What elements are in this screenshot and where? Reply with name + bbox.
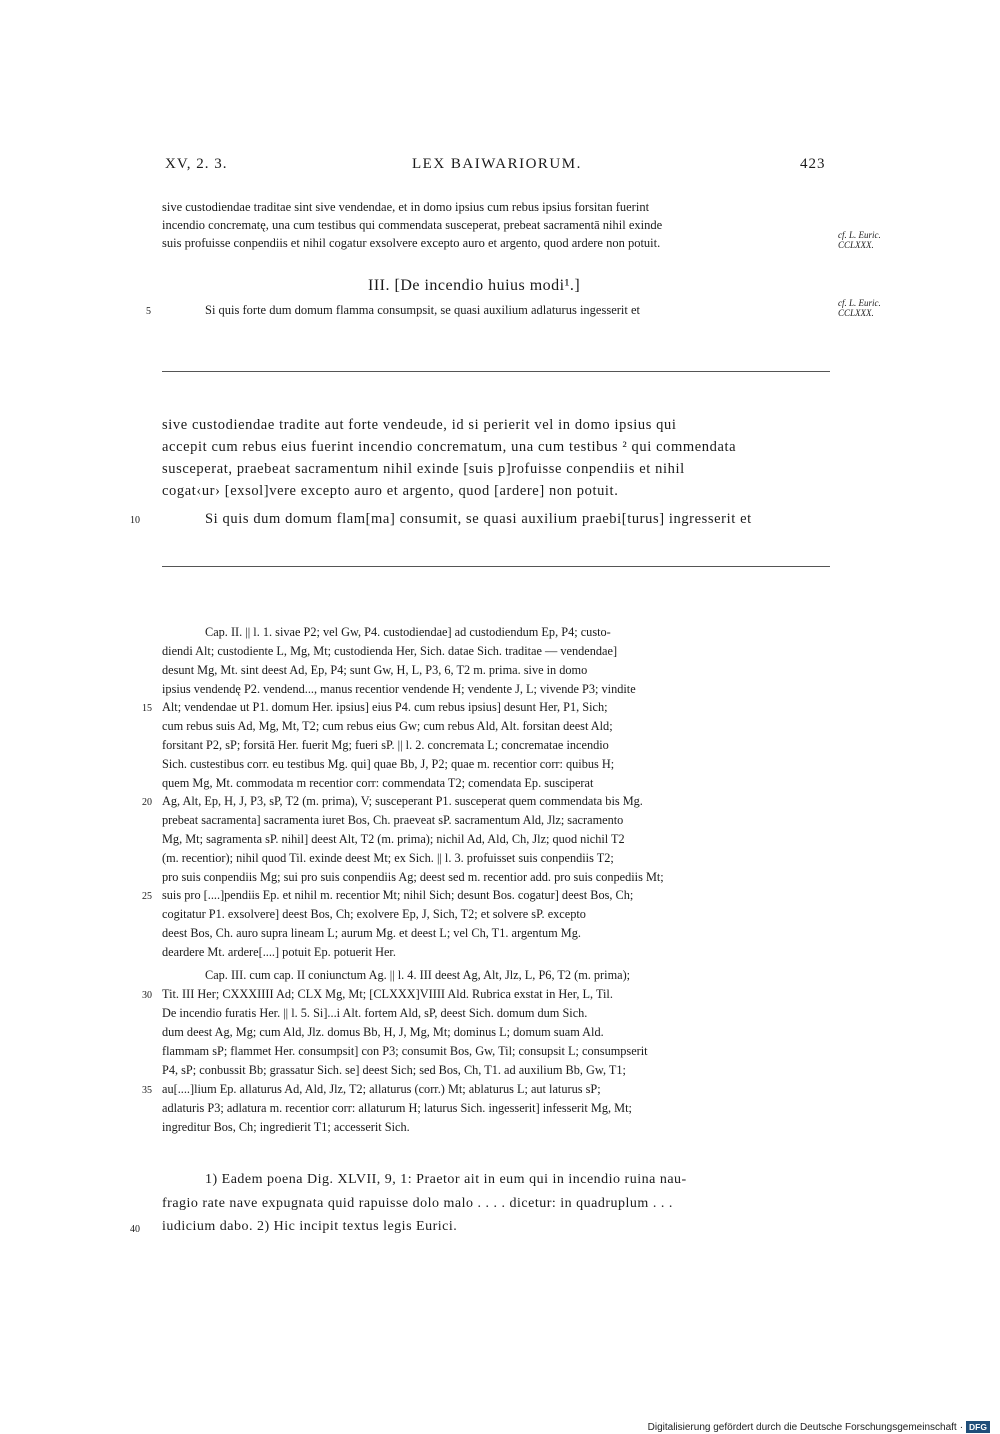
apparatus-line: P4, sP; conbussit Bb; grassatur Sich. se] deest Sich; sed Bos, Ch, T1. ad auxilium Bb, Gw, T1; bbox=[162, 1063, 626, 1077]
text-a-line-2: incendio concrematę, una cum testibus qui commendata susceperat, prebeat sacramentā nihil exinde bbox=[162, 218, 663, 232]
header-title: LEX BAIWARIORUM. bbox=[412, 156, 582, 172]
apparatus-line: desunt Mg, Mt. sint deest Ad, Ep, P4; sunt Gw, H, L, P3, 6, T2 m. prima. sive in domo bbox=[162, 663, 588, 677]
line-number-10: 10 bbox=[130, 515, 140, 526]
text-a-line-1: sive custodiendae traditae sint sive vendendae, et in domo ipsius cum rebus ipsius forsitan fuerint bbox=[162, 200, 650, 214]
footnote-line-2: fragio rate nave expugnata quid rapuisse dolo malo . . . . dicetur: in quadruplum . . . bbox=[162, 1196, 673, 1211]
apparatus-line: diendi Alt; custodiente L, Mg, Mt; custodienda Her, Sich. datae Sich. traditae — vendendae] bbox=[162, 644, 618, 658]
apparatus-line: deest Bos, Ch. auro supra lineam L; aurum Mg. et deest L; vel Ch, T1. argentum Mg. bbox=[162, 926, 581, 940]
apparatus-line: quem Mg, Mt. commodata m recentior corr: commendata T2; comendata Ep. susciperat bbox=[162, 776, 594, 790]
section-heading: III. [De incendio huius modi¹.] bbox=[368, 277, 581, 294]
apparatus-line: Cap. II. || l. 1. sivae P2; vel Gw, P4. custodiendae] ad custodiendum Ep, P4; custo- bbox=[205, 625, 611, 639]
apparatus-line: flammam sP; flammet Her. consumpsit] con P3; consumit Bos, Gw, Til; consupsit L; consumpserit bbox=[162, 1044, 648, 1058]
apparatus-line: dum deest Ag, Mg; cum Ald, Jlz. domus Bb, H, J, Mg, Mt; dominus L; domum suam Ald. bbox=[162, 1025, 604, 1039]
text-b-line-5: Si quis dum domum flam[ma] consumit, se quasi auxilium praebi[turus] ingresserit et bbox=[205, 511, 752, 527]
line-number-25: 25 bbox=[142, 891, 152, 902]
apparatus-line: Mg, Mt; sagramenta sP. nihil] deest Alt, T2 (m. prima); nichil Ad, Ald, Ch, Jlz; quod nichil T2 bbox=[162, 832, 625, 846]
sidenote-a bbox=[838, 230, 881, 250]
funding-notice-text: Digitalisierung gefördert durch die Deutsche Forschungsgemeinschaft bbox=[647, 1421, 957, 1433]
apparatus-line: Alt; vendendae ut P1. domum Her. ipsius] eius P4. cum rebus ipsius] desunt Her, P1, Sich; bbox=[162, 700, 608, 714]
line-number-35: 35 bbox=[142, 1085, 152, 1096]
text-b-line-1: sive custodiendae tradite aut forte vendeude, id si perierit vel in domo ipsius qui bbox=[162, 417, 677, 433]
sidenote-a-ref: cf. L. Euric. bbox=[838, 230, 881, 240]
sidenote-b bbox=[838, 298, 881, 318]
apparatus-line: au[....]lium Ep. allaturus Ad, Ald, Jlz, T2; allaturus (corr.) Mt; ablaturus L; aut laturus sP; bbox=[162, 1082, 601, 1096]
apparatus-line: deardere Mt. ardere[....] potuit Ep. potuerit Her. bbox=[162, 945, 396, 959]
text-b-line-2: accepit cum rebus eius fuerint incendio concrematum, una cum testibus ² qui commendata bbox=[162, 439, 737, 455]
sidenote-b-ref: cf. L. Euric. bbox=[838, 298, 881, 308]
text-a-line-3: suis profuisse conpendiis et nihil cogatur exsolvere excepto auro et argento, quod ardere non potuit. bbox=[162, 236, 661, 250]
apparatus-line: Tit. III Her; CXXXIIII Ad; CLX Mg, Mt; [CLXXX]VIIII Ald. Rubrica exstat in Her, L, Til. bbox=[162, 987, 613, 1001]
apparatus-line: cum rebus suis Ad, Mg, Mt, T2; cum rebus eius Gw; cum rebus Ald, Alt. forsitan deest Ald; bbox=[162, 719, 613, 733]
apparatus-line: ipsius vendendę P2. vendend..., manus recentior vendende H; vendente J, L; vivende P3; vindite bbox=[162, 682, 636, 696]
text-a-line-5: Si quis forte dum domum flamma consumpsit, se quasi auxilium adlaturus ingesserit et bbox=[205, 303, 641, 317]
apparatus-line: cogitatur P1. exsolvere] deest Bos, Ch; exolvere Ep, J, Sich, T2; et solvere sP. excepto bbox=[162, 907, 586, 921]
apparatus-line: (m. recentior); nihil quod Til. exinde deest Mt; ex Sich. || l. 3. profuisset suis conpendiis T2; bbox=[162, 851, 614, 865]
dfg-logo: DFG bbox=[966, 1421, 990, 1433]
line-number-20: 20 bbox=[142, 797, 152, 808]
funding-notice: Digitalisierung gefördert durch die Deutsche Forschungsgemeinschaft · DFG bbox=[648, 1420, 990, 1434]
text-b-line-3: susceperat, praebeat sacramentum nihil exinde [suis p]rofuisse conpendiis et nihil bbox=[162, 461, 685, 477]
line-number-40: 40 bbox=[130, 1224, 140, 1235]
line-number-15: 15 bbox=[142, 703, 152, 714]
footnote-line-3: iudicium dabo. 2) Hic incipit textus legis Eurici. bbox=[162, 1219, 458, 1234]
line-number-5: 5 bbox=[146, 306, 151, 317]
sidenote-b-num: CCLXXX. bbox=[838, 308, 874, 318]
page-number: 423 bbox=[800, 156, 826, 172]
apparatus-line: suis pro [....]pendiis Ep. et nihil m. recentior Mt; nihil Sich; desunt Bos. cogatur] deest Bos, Ch; bbox=[162, 888, 634, 902]
apparatus-line: forsitant P2, sP; forsitā Her. fuerit Mg; fueri sP. || l. 2. concremata L; concrematae incendio bbox=[162, 738, 609, 752]
apparatus-line: Ag, Alt, Ep, H, J, P3, sP, T2 (m. prima), V; susceperant P1. susceperat quem commendata bis Mg. bbox=[162, 794, 643, 808]
apparatus-line: Cap. III. cum cap. II coniunctum Ag. || l. 4. III deest Ag, Alt, Jlz, L, P6, T2 (m. prima); bbox=[205, 968, 631, 982]
apparatus-line: pro suis conpendiis Mg; sui pro suis conpendiis Ag; deest sed m. recentior add. pro suis conpediis Mt; bbox=[162, 870, 664, 884]
text-b-line-4: cogat‹ur› [exsol]vere excepto auro et argento, quod [ardere] non potuit. bbox=[162, 483, 619, 499]
apparatus-line: ingreditur Bos, Ch; ingredierit T1; accesserit Sich. bbox=[162, 1120, 410, 1134]
sidenote-a-num: CCLXXX. bbox=[838, 240, 874, 250]
divider-rule-1 bbox=[162, 371, 830, 372]
apparatus-line: Sich. custestibus corr. eu testibus Mg. qui] quae Bb, J, P2; quae m. recentior corr: quibus H; bbox=[162, 757, 615, 771]
apparatus-line: adlaturis P3; adlatura m. recentior corr: allaturum H; laturus Sich. ingesserit] infesserit Mg, Mt; bbox=[162, 1101, 632, 1115]
header-section-ref: XV, 2. 3. bbox=[165, 156, 228, 172]
apparatus-line: De incendio furatis Her. || l. 5. Si]...i Alt. fortem Ald, sP, deest Sich. domum dum Sich. bbox=[162, 1006, 588, 1020]
footnote-line-1: 1) Eadem poena Dig. XLVII, 9, 1: Praetor ait in eum qui in incendio ruina nau- bbox=[205, 1172, 687, 1187]
apparatus-line: prebeat sacramenta] sacramenta iuret Bos, Ch. praeveat sP. sacramentum Ald, Jlz; sacramento bbox=[162, 813, 624, 827]
divider-rule-2 bbox=[162, 566, 830, 567]
line-number-30: 30 bbox=[142, 990, 152, 1001]
